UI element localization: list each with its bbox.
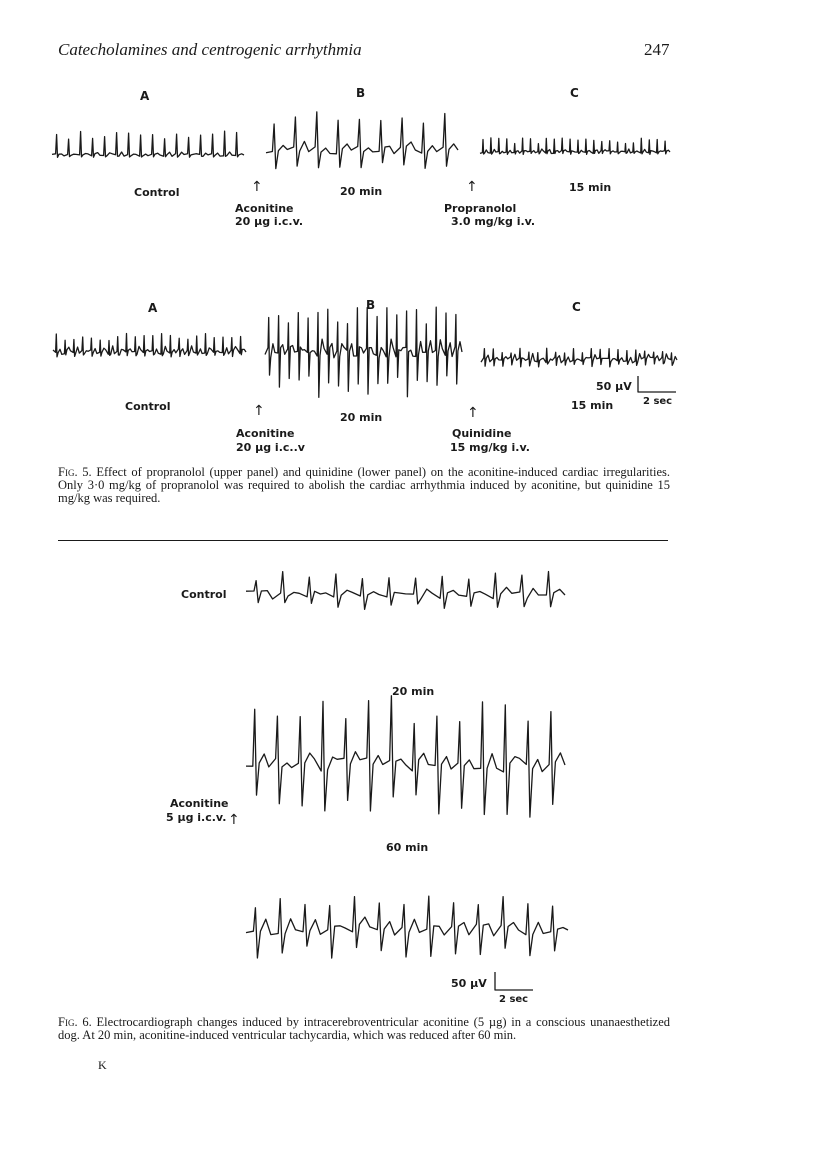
fig5-lower-time1: 20 min xyxy=(340,411,383,424)
fig5-lower-control-label: Control xyxy=(125,400,171,413)
fig5-lower-trace-a xyxy=(53,334,246,357)
fig5-upper-arrow-1-icon: ↑ xyxy=(251,179,263,195)
fig5-upper-trace-c xyxy=(480,138,670,155)
fig5-upper-panel-c: C xyxy=(570,86,579,100)
fig6-scale-bar xyxy=(495,972,533,990)
page-number: 247 xyxy=(644,40,670,59)
fig5-upper-panel-b: B xyxy=(356,86,366,100)
fig5-lower-time2: 15 min xyxy=(571,399,614,412)
fig5-lower-arrow-1-icon: ↑ xyxy=(253,403,265,419)
fig5-upper-drug2-name: Propranolol xyxy=(444,202,517,215)
fig5-upper-control-label: Control xyxy=(134,186,180,199)
fig6-time2: 60 min xyxy=(386,841,429,854)
fig5-lower-arrow-2-icon: ↑ xyxy=(467,405,479,421)
fig5-lower-drug1-dose: 20 µg i.c..v xyxy=(236,441,305,454)
running-title: Catecholamines and centrogenic arrhythmia xyxy=(58,40,362,59)
fig5-lower-panel-a: A xyxy=(148,301,158,315)
fig5-upper-panel-a: A xyxy=(140,89,150,103)
fig6-scale-voltage: 50 µV xyxy=(451,977,487,990)
fig5-upper-arrow-2-icon: ↑ xyxy=(466,179,478,195)
fig5-caption-text: Effect of propranolol (upper panel) and quinidine (lower panel) on the aconitine-induced cardiac irregularities. Only 3·0 mg/kg of propranolol was required to abolish the cardiac arrhythmia induced by aconitine, but quinidine 15 mg/kg was required. xyxy=(58,465,671,505)
fig5-upper-trace-b xyxy=(266,112,458,169)
fig6-control-trace xyxy=(246,572,565,610)
fig6-drug-dose: 5 µg i.c.v. xyxy=(166,811,227,824)
fig6-20min-trace xyxy=(246,696,565,817)
fig5-upper-trace-a xyxy=(52,131,244,157)
fig5-lower-panel-c: C xyxy=(572,300,581,314)
fig6-caption xyxy=(58,1016,670,1042)
fig6-caption-text: Electrocardiograph changes induced by intracerebroventricular aconitine (5 µg) in a conscious unanaesthetized dog. At 20 min, aconitine-induced ventricular tachycardia, which was reduced after 60 min. xyxy=(58,1015,671,1042)
fig5-upper-time1: 20 min xyxy=(340,185,383,198)
fig5-upper-drug1-dose: 20 µg i.c.v. xyxy=(235,215,304,228)
fig5-lower-drug2-name: Quinidine xyxy=(452,427,512,440)
fig5-scale-time: 2 sec xyxy=(643,396,673,407)
fig5-lower-drug2-dose: 15 mg/kg i.v. xyxy=(450,441,530,454)
fig5-lower-trace-b xyxy=(265,307,462,397)
fig5-lower-panel-b: B xyxy=(366,298,376,312)
fig5-lower-trace-c xyxy=(481,348,677,367)
fig6-time1: 20 min xyxy=(392,685,435,698)
fig5-upper-time2: 15 min xyxy=(569,181,612,194)
fig5-scale-bar xyxy=(638,376,676,392)
fig6-drug-name: Aconitine xyxy=(170,797,229,810)
fig5-upper-drug2-dose: 3.0 mg/kg i.v. xyxy=(451,215,536,228)
fig5-caption-label: Fig. 5. xyxy=(58,465,92,479)
fig6-60min-trace xyxy=(246,896,568,958)
fig6-arrow-icon: ↑ xyxy=(228,812,240,828)
figure-divider xyxy=(58,540,668,541)
fig6-control-label: Control xyxy=(181,588,227,601)
fig5-upper-drug1-name: Aconitine xyxy=(235,202,294,215)
fig5-caption xyxy=(58,466,670,505)
fig6-scale-time: 2 sec xyxy=(499,994,529,1005)
fig6-caption-label: Fig. 6. xyxy=(58,1015,92,1029)
signature-mark: K xyxy=(98,1058,107,1072)
fig5-lower-drug1-name: Aconitine xyxy=(236,427,295,440)
fig5-scale-voltage: 50 µV xyxy=(596,380,632,393)
